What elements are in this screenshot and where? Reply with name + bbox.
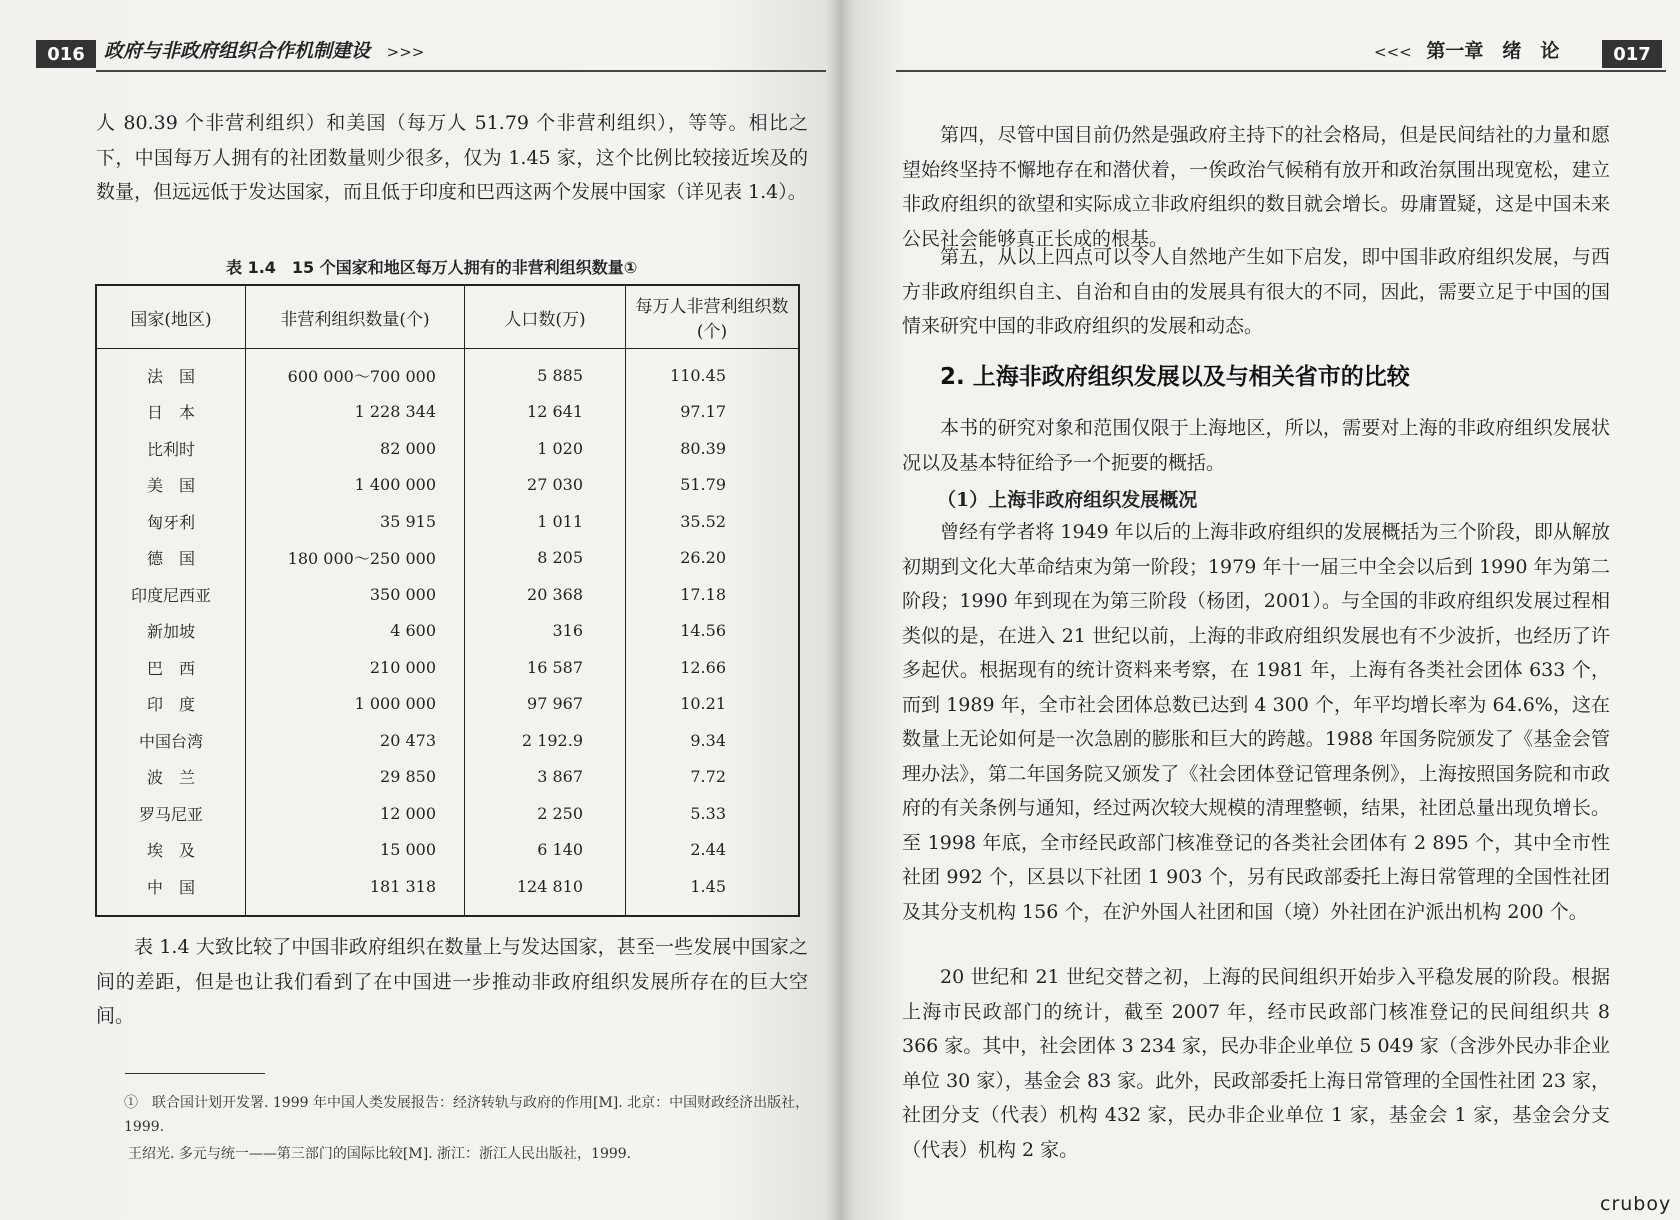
table-cell: 2.44 xyxy=(626,832,800,869)
data-table xyxy=(95,284,800,917)
table-cell: 12 000 xyxy=(246,795,465,832)
table-cell: 印度尼西亚 xyxy=(130,585,211,605)
paragraph: 本书的研究对象和范围仅限于上海地区，所以，需要对上海的非政府组织发展状况以及基本特征给予一个扼要的概括。 xyxy=(902,417,1610,474)
table-cell: 10.21 xyxy=(626,686,800,723)
footnote-rule xyxy=(125,1073,265,1074)
paragraph: 曾经有学者将 1949 年以后的上海非政府组织的发展概括为三个阶段，即从解放初期到文化大革命结束为第一阶段；1979 年十一届三中全会以后到 1990 年为第二阶段；1990 年到现在为第三阶段（杨团，2001）。与全国的非政府组织发展过程相类似的是，在进入 21 世纪以前，上海的非政府组织发展也有不少波折，也经历了许多起伏。根据现有的统计资料来考察，在 1981 年，上海有各类社会团体 633 个，而到 1989 年，全市社会团体总数已达到 4 300 个，年平均增长率为 64.6%，这在数量上无论如何是一次急剧的膨胀和巨大的跨越。1988 年国务院颁发了《基金会管理办法》，第二年国务院又颁发了《社会团体登记管理条例》，上海按照国务院和市政府的有关条例与通知，经过两次较大规模的清理整顿，结果，社团总量出现负增长。至 1998 年底，全市经民政部门核准登记的各类社会团体有 2 895 个，其中全市性社团 992 个，区县以下社团 1 903 个，另有民政部委托上海日常管理的全国性社团及其分支机构 156 个，在沪外国人社团和国（境）外社团在沪派出机构 200 个。 xyxy=(902,521,1610,923)
book-title xyxy=(104,36,424,63)
table-cell: 印 度 xyxy=(146,695,195,715)
table-cell: 316 xyxy=(465,613,626,650)
table-cell: 12.66 xyxy=(626,649,800,686)
table-row xyxy=(96,576,799,613)
table-cell: 20 473 xyxy=(246,722,465,759)
subsection-heading: （1）上海非政府组织发展概况 xyxy=(937,489,1198,511)
table-row xyxy=(96,467,799,504)
table-row xyxy=(96,540,799,577)
page-number: 016 xyxy=(36,40,96,68)
table-cell: 20 368 xyxy=(465,576,626,613)
table-row xyxy=(96,430,799,467)
table-row xyxy=(96,795,799,832)
table-cell: 51.79 xyxy=(626,467,800,504)
table-row xyxy=(96,649,799,686)
column-header: 人口数(万) xyxy=(465,285,626,349)
table-cell: 4 600 xyxy=(246,613,465,650)
table-row xyxy=(96,759,799,796)
table-cell: 比利时 xyxy=(146,439,195,459)
table-cell: 97 967 xyxy=(465,686,626,723)
watermark: cruboy xyxy=(1600,1193,1672,1215)
section-heading: 2. 上海非政府组织发展以及与相关省市的比较 xyxy=(940,364,1410,390)
table-cell: 1 400 000 xyxy=(246,467,465,504)
paragraph: 第四，尽管中国目前仍然是强政府主持下的社会格局，但是民间结社的力量和愿望始终坚持不懈地存在和潜伏着，一俟政治气候稍有放开和政治氛围出现宽松，建立非政府组织的欲望和实际成立非政府组织的数目就会增长。毋庸置疑，这是中国未来公民社会能够真正长成的根基。 xyxy=(902,124,1610,250)
table-cell: 350 000 xyxy=(246,576,465,613)
header-rule xyxy=(96,70,826,72)
book-title-text: 政府与非政府组织合作机制建设 xyxy=(104,40,371,62)
table-cell: 8 205 xyxy=(465,540,626,577)
chapter-text: 第一章 绪 论 xyxy=(1426,40,1560,62)
table-cell: 1 020 xyxy=(465,430,626,467)
table-cell: 罗马尼亚 xyxy=(138,804,203,824)
table-cell: 180 000～250 000 xyxy=(246,540,465,577)
table-cell: 法 国 xyxy=(146,366,195,386)
table-cell: 匈牙利 xyxy=(146,512,195,532)
table-cell: 7.72 xyxy=(626,759,800,796)
table-cell: 5.33 xyxy=(626,795,800,832)
table-row xyxy=(96,394,799,431)
title-arrows: >>> xyxy=(386,43,425,61)
table-cell: 2 192.9 xyxy=(465,722,626,759)
table-row xyxy=(96,686,799,723)
table-cell: 3 867 xyxy=(465,759,626,796)
table-cell: 15 000 xyxy=(246,832,465,869)
table-cell: 27 030 xyxy=(465,467,626,504)
table-cell: 美 国 xyxy=(146,476,195,496)
table-cell: 新加坡 xyxy=(146,622,195,642)
footnote: 王绍光. 多元与统一——第三部门的国际比较[M]. 浙江：浙江人民出版社，1999. xyxy=(128,1146,632,1162)
column-header: 每万人非营利组织数(个) xyxy=(626,285,800,349)
table-cell: 波 兰 xyxy=(146,768,195,788)
table-cell: 210 000 xyxy=(246,649,465,686)
table-cell: 1 011 xyxy=(465,503,626,540)
table-cell: 巴 西 xyxy=(146,658,195,678)
table-cell: 9.34 xyxy=(626,722,800,759)
table-cell: 181 318 xyxy=(246,868,465,916)
table-cell: 26.20 xyxy=(626,540,800,577)
column-header: 非营利组织数量(个) xyxy=(246,285,465,349)
column-header: 国家(地区) xyxy=(96,285,246,349)
table-cell: 16 587 xyxy=(465,649,626,686)
header-rule xyxy=(896,70,1666,72)
table-cell: 29 850 xyxy=(246,759,465,796)
table-row xyxy=(96,868,799,916)
table-cell: 80.39 xyxy=(626,430,800,467)
page-number: 017 xyxy=(1602,40,1662,68)
table-cell: 600 000～700 000 xyxy=(246,349,465,394)
table-cell: 埃 及 xyxy=(146,841,195,861)
table-cell: 1 228 344 xyxy=(246,394,465,431)
table-cell: 17.18 xyxy=(626,576,800,613)
table-row xyxy=(96,503,799,540)
table-cell: 35 915 xyxy=(246,503,465,540)
table-cell: 5 885 xyxy=(465,349,626,394)
table-cell: 日 本 xyxy=(146,403,195,423)
table-cell: 110.45 xyxy=(626,349,800,394)
paragraph: 20 世纪和 21 世纪交替之初，上海的民间组织开始步入平稳发展的阶段。根据上海市民政部门的统计，截至 2007 年，经市民政部门核准登记的民间组织共 8 366 家。其中，社会团体 3 234 家，民办非企业单位 5 049 家（含涉外民办非企业单位 30 家），基金会 83 家。此外，民政部委托上海日常管理的全国性社团 23 家，社团分支（代表）机构 432 家，民办非企业单位 1 家，基金会 1 家，基金会分支（代表）机构 2 家。 xyxy=(902,966,1610,1161)
table-row xyxy=(96,613,799,650)
table-header-row xyxy=(96,285,799,349)
table-cell: 97.17 xyxy=(626,394,800,431)
table-cell: 82 000 xyxy=(246,430,465,467)
table-cell: 中 国 xyxy=(146,877,195,897)
table-cell: 14.56 xyxy=(626,613,800,650)
table-row xyxy=(96,349,799,394)
table-cell: 12 641 xyxy=(465,394,626,431)
table-row xyxy=(96,722,799,759)
table-cell: 6 140 xyxy=(465,832,626,869)
table-cell: 1.45 xyxy=(626,868,800,916)
table-cell: 中国台湾 xyxy=(138,731,203,751)
book-gutter xyxy=(826,0,854,1220)
paragraph: 人 80.39 个非营利组织）和美国（每万人 51.79 个非营利组织），等等。相比之下，中国每万人拥有的社团数量则少很多，仅为 1.45 家，这个比例比较接近埃及的数量，但远远低于发达国家，而且低于印度和巴西这两个发展中国家（详见表 1.4）。 xyxy=(96,112,808,203)
table-row xyxy=(96,832,799,869)
paragraph: 第五，从以上四点可以令人自然地产生如下启发，即中国非政府组织发展，与西方非政府组织自主、自治和自由的发展具有很大的不同，因此，需要立足于中国的国情来研究中国的非政府组织的发展和动态。 xyxy=(902,246,1610,337)
title-arrows: <<< xyxy=(1374,43,1412,61)
table-cell: 35.52 xyxy=(626,503,800,540)
footnote: ① 联合国计划开发署. 1999 年中国人类发展报告：经济转轨与政府的作用[M]. 北京：中国财政经济出版社，1999. xyxy=(124,1095,810,1135)
table-cell: 德 国 xyxy=(146,549,195,569)
table-caption: 表 1.4 15 个国家和地区每万人拥有的非营利组织数量① xyxy=(226,258,638,277)
table-cell: 2 250 xyxy=(465,795,626,832)
paragraph: 表 1.4 大致比较了中国非政府组织在数量上与发达国家，甚至一些发展中国家之间的差距，但是也让我们看到了在中国进一步推动非政府组织发展所存在的巨大空间。 xyxy=(96,936,808,1027)
table-cell: 1 000 000 xyxy=(246,686,465,723)
chapter-title xyxy=(1374,36,1559,63)
table-cell: 124 810 xyxy=(465,868,626,916)
